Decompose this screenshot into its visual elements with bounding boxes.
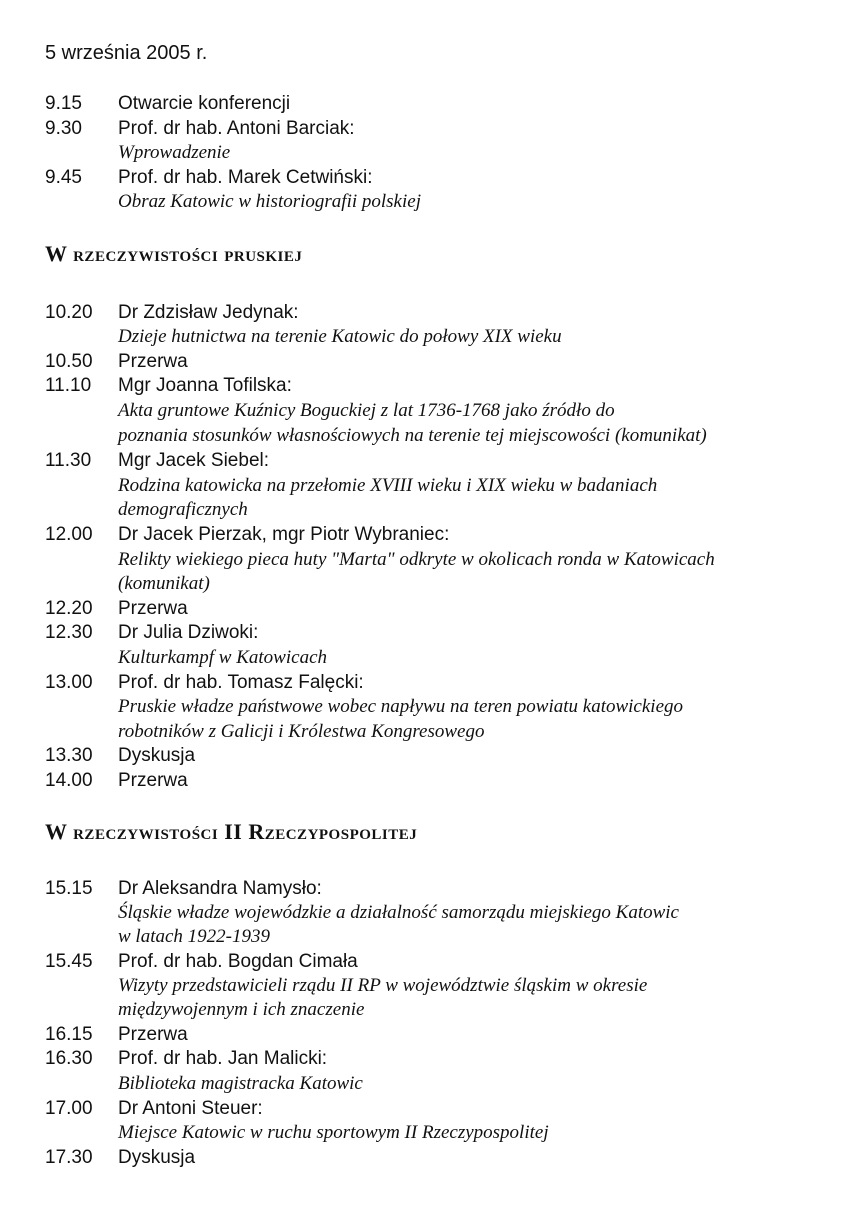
entry-speaker: Przerwa bbox=[118, 598, 188, 619]
entry-speaker: Dr Aleksandra Namysło: bbox=[118, 878, 322, 899]
entry-title: demograficznych bbox=[118, 499, 248, 520]
entry-title: Miejsce Katowic w ruchu sportowym II Rzeczypospolitej bbox=[118, 1122, 549, 1143]
entry-title: międzywojennym i ich znaczenie bbox=[118, 999, 365, 1020]
entry-speaker: Mgr Jacek Siebel: bbox=[118, 450, 270, 471]
entry-time: 11.30 bbox=[45, 450, 92, 471]
entry-speaker: Przerwa bbox=[118, 351, 188, 372]
entry-title: w latach 1922-1939 bbox=[118, 926, 270, 947]
section-heading: W rzeczywistości pruskiej bbox=[45, 241, 303, 266]
entry-time: 9.15 bbox=[45, 93, 82, 114]
entry-time: 9.30 bbox=[45, 118, 82, 139]
entry-speaker: Przerwa bbox=[118, 1024, 188, 1045]
entry-title: Obraz Katowic w historiografii polskiej bbox=[118, 191, 421, 212]
entry-time: 12.30 bbox=[45, 622, 93, 643]
entry-title: poznania stosunków własnościowych na terenie tej miejscowości (komunikat) bbox=[118, 425, 707, 446]
entry-time: 16.15 bbox=[45, 1024, 93, 1045]
entry-title: Wprowadzenie bbox=[118, 142, 231, 163]
entry-time: 13.30 bbox=[45, 745, 93, 766]
entry-speaker: Dr Jacek Pierzak, mgr Piotr Wybraniec: bbox=[118, 524, 450, 545]
entry-title: Śląskie władze wojewódzkie a działalność samorządu miejskiego Katowic bbox=[118, 902, 679, 923]
section-heading: W rzeczywistości II Rzeczypospolitej bbox=[45, 819, 418, 844]
entry-time: 13.00 bbox=[45, 672, 93, 693]
entry-speaker: Prof. dr hab. Marek Cetwiński: bbox=[118, 167, 373, 188]
entry-speaker: Mgr Joanna Tofilska: bbox=[118, 375, 292, 396]
entry-time: 15.45 bbox=[45, 951, 93, 972]
entry-speaker: Prof. dr hab. Antoni Barciak: bbox=[118, 118, 355, 139]
entry-time: 11.10 bbox=[45, 375, 92, 396]
entry-title: Wizyty przedstawicieli rządu II RP w województwie śląskim w okresie bbox=[118, 975, 648, 996]
entry-speaker: Prof. dr hab. Jan Malicki: bbox=[118, 1048, 328, 1069]
entry-time: 10.50 bbox=[45, 351, 93, 372]
entry-speaker: Dr Antoni Steuer: bbox=[118, 1098, 263, 1119]
entry-time: 10.20 bbox=[45, 302, 93, 323]
entry-title: Biblioteka magistracka Katowic bbox=[118, 1073, 363, 1094]
entry-time: 17.30 bbox=[45, 1147, 93, 1168]
entry-title: Relikty wiekiego pieca huty "Marta" odkryte w okolicach ronda w Katowicach bbox=[118, 549, 715, 570]
entry-title: Rodzina katowicka na przełomie XVIII wieku i XIX wieku w badaniach bbox=[118, 475, 658, 496]
entry-time: 12.00 bbox=[45, 524, 93, 545]
entry-time: 12.20 bbox=[45, 598, 93, 619]
entry-title: robotników z Galicji i Królestwa Kongresowego bbox=[118, 721, 485, 742]
programme-date: 5 września 2005 r. bbox=[45, 42, 208, 64]
entry-speaker: Przerwa bbox=[118, 770, 188, 791]
entry-speaker: Prof. dr hab. Bogdan Cimała bbox=[118, 951, 358, 972]
entry-title: Dzieje hutnictwa na terenie Katowic do połowy XIX wieku bbox=[118, 326, 562, 347]
entry-speaker: Dyskusja bbox=[118, 1147, 196, 1168]
entry-time: 15.15 bbox=[45, 878, 93, 899]
entry-speaker: Prof. dr hab. Tomasz Falęcki: bbox=[118, 672, 364, 693]
entry-title: Kulturkampf w Katowicach bbox=[118, 647, 327, 668]
entry-speaker: Dyskusja bbox=[118, 745, 196, 766]
entry-time: 17.00 bbox=[45, 1098, 93, 1119]
entry-speaker: Dr Julia Dziwoki: bbox=[118, 622, 259, 643]
entry-time: 14.00 bbox=[45, 770, 93, 791]
entry-speaker: Otwarcie konferencji bbox=[118, 93, 291, 114]
entry-time: 9.45 bbox=[45, 167, 82, 188]
entry-title: Pruskie władze państwowe wobec napływu na teren powiatu katowickiego bbox=[118, 696, 683, 717]
entry-speaker: Dr Zdzisław Jedynak: bbox=[118, 302, 299, 323]
entry-title: (komunikat) bbox=[118, 573, 210, 594]
entry-time: 16.30 bbox=[45, 1048, 93, 1069]
entry-title: Akta gruntowe Kuźnicy Boguckiej z lat 1736-1768 jako źródło do bbox=[118, 400, 615, 421]
